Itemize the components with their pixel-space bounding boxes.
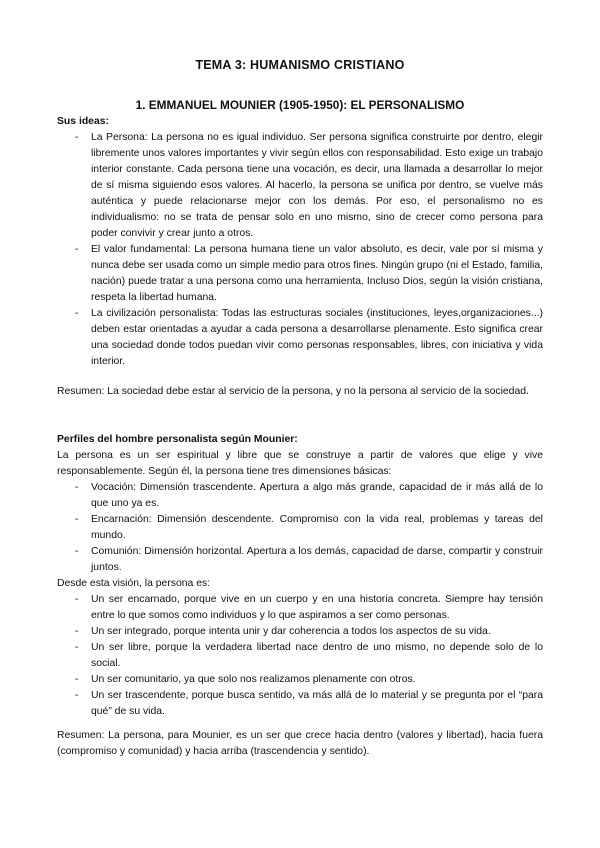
list-item-text: La Persona: La persona no es igual individuo. Ser persona significa construirte por dentro, elegir libremente unos valores importantes y vivir según ellos con responsabilidad. Esto exige un trabajo interior constante. Cada persona tiene una vocación, es decir, una llamada a desarrollar lo mejor de sí misma siguiendo esos valores. Al hacerlo, la persona se unifica por dentro, se vuelve más auténtica y puede relacionarse mejor con los demás. Por eso, el personalismo no es individualismo: no se trata de pensar solo en uno mismo, sino de crecer como persona para poder convivir y crear junto a otros. bbox=[91, 132, 543, 239]
perfiles-label: Perfiles del hombre personalista según Mounier: bbox=[57, 434, 298, 445]
list-item bbox=[57, 640, 543, 672]
section-heading: 1. EMMANUEL MOUNIER (1905-1950): EL PERSONALISMO bbox=[135, 98, 465, 112]
dash-bullet: - bbox=[75, 514, 79, 525]
resumen-text: Resumen: La persona, para Mounier, es un ser que crece hacia dentro (valores y libertad), hacia fuera (compromiso y comunidad) y hacia arriba (trascendencia y sentido). bbox=[57, 730, 543, 757]
list-item bbox=[57, 306, 543, 370]
dash-bullet: - bbox=[75, 594, 79, 605]
dash-bullet: - bbox=[75, 482, 79, 493]
resumen-text: Resumen: La sociedad debe estar al servicio de la persona, y no la persona al servicio de la sociedad. bbox=[57, 386, 529, 397]
list-item-text: Encarnación: Dimensión descendente. Compromiso con la vida real, problemas y tareas del mundo. bbox=[91, 514, 543, 541]
resumen-section-1 bbox=[57, 384, 543, 400]
ideas-list bbox=[57, 130, 543, 370]
list-item bbox=[57, 688, 543, 720]
list-item-text: Un ser libre, porque la verdadera libertad nace dentro de uno mismo, no depende solo de lo social. bbox=[91, 642, 543, 669]
dimensions-list bbox=[57, 480, 543, 576]
list-item-text: Un ser integrado, porque intenta unir y dar coherencia a todos los aspectos de su vida. bbox=[91, 626, 491, 637]
list-item bbox=[57, 242, 543, 306]
dash-bullet: - bbox=[75, 308, 79, 319]
page-title: TEMA 3: HUMANISMO CRISTIANO bbox=[195, 58, 405, 72]
resumen-section-2 bbox=[57, 728, 543, 760]
dash-bullet: - bbox=[75, 132, 79, 143]
list-item-text: Vocación: Dimensión trascendente. Apertura a algo más grande, capacidad de ir más allá de lo que uno ya es. bbox=[91, 482, 543, 509]
list-item bbox=[57, 544, 543, 576]
list-item bbox=[57, 130, 543, 242]
list-item-text: La civilización personalista: Todas las estructuras sociales (instituciones, leyes,organizaciones...) deben estar orientadas a ayudar a cada persona a desarrollarse plenamente. Esto significa crear una sociedad donde todos puedan vivir como personas responsables, libres, con iniciativa y vida interior. bbox=[91, 308, 543, 367]
ideas-label: Sus ideas: bbox=[57, 116, 109, 127]
list-item-text: Un ser trascendente, porque busca sentido, va más allá de lo material y se pregunta por el “para qué” de su vida. bbox=[91, 690, 543, 717]
dash-bullet: - bbox=[75, 642, 79, 653]
list-item bbox=[57, 512, 543, 544]
list-item-text: El valor fundamental: La persona humana tiene un valor absoluto, es decir, vale por sí misma y nunca debe ser usada como un simple medio para otros fines. Ningún grupo (ni el Estado, familia, nación) puede tratar a una persona como una herramienta. Incluso Dios, según la visión cristiana, respeta la libertad humana. bbox=[91, 244, 543, 303]
section-perfiles bbox=[57, 432, 543, 720]
perfiles-intro: La persona es un ser espiritual y libre que se construye a partir de valores que elige y vive responsablemente. Según él, la persona tiene tres dimensiones básicas: bbox=[57, 450, 543, 477]
dash-bullet: - bbox=[75, 244, 79, 255]
list-item bbox=[57, 624, 543, 640]
list-item-text: Comunión: Dimensión horizontal. Apertura a los demás, capacidad de darse, compartir y construir juntos. bbox=[91, 546, 543, 573]
dash-bullet: - bbox=[75, 546, 79, 557]
dash-bullet: - bbox=[75, 626, 79, 637]
list-item-text: Un ser encarnado, porque vive en un cuerpo y en una historia concreta. Siempre hay tensión entre lo que somos como individuos y lo que aspiramos a ser como personas. bbox=[91, 594, 543, 621]
list-item bbox=[57, 592, 543, 624]
traits-list bbox=[57, 592, 543, 720]
dash-bullet: - bbox=[75, 690, 79, 701]
section-ideas bbox=[57, 114, 543, 370]
desde-text: Desde esta visión, la persona es: bbox=[57, 578, 211, 589]
list-item bbox=[57, 672, 543, 688]
dash-bullet: - bbox=[75, 674, 79, 685]
list-item-text: Un ser comunitario, ya que solo nos realizamos plenamente con otros. bbox=[91, 674, 416, 685]
list-item bbox=[57, 480, 543, 512]
